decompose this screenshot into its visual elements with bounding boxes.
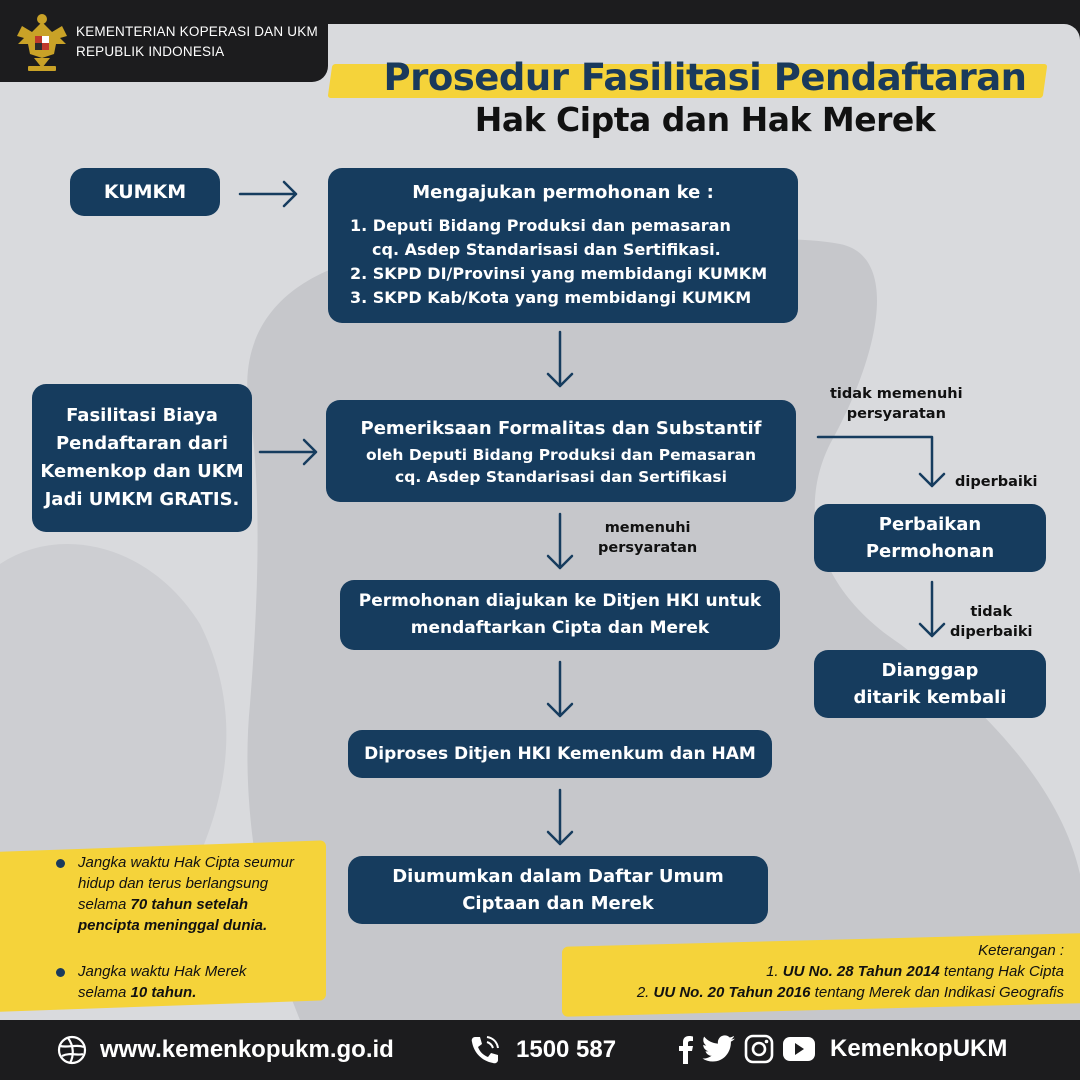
note-hak-merek <box>78 961 246 1003</box>
keterangan-item-2-num: 2. <box>636 984 654 1001</box>
note-hak-cipta-line-1: Jangka waktu Hak Cipta seumur <box>78 854 294 871</box>
arrow-pemeriksaan-to-diajukan <box>548 514 572 568</box>
ministry-name-line1: KEMENTERIAN KOPERASI DAN UKM <box>76 24 318 39</box>
arrow-pemeriksaan-to-perbaikan <box>818 437 944 486</box>
diumumkan-line-1: Diumumkan dalam Daftar Umum <box>392 866 724 887</box>
perbaikan-line-2: Permohonan <box>865 541 995 562</box>
application-item-1-cont: cq. Asdep Standarisasi dan Sertifikasi. <box>372 240 721 259</box>
box-application <box>328 168 798 323</box>
social-handle: KemenkopUKM <box>830 1035 1008 1062</box>
footer-phone[interactable] <box>468 1034 616 1066</box>
label-tidak-memenuhi <box>830 384 963 424</box>
box-diproses <box>348 730 772 778</box>
box-diumumkan <box>348 856 768 924</box>
label-tidak-diperbaiki-line-1: tidak <box>970 604 1013 620</box>
note-hak-cipta <box>78 852 294 936</box>
fasilitasi-line-3: Kemenkop dan UKM <box>40 461 244 482</box>
footer-social <box>678 1034 1007 1064</box>
box-perbaikan <box>814 504 1046 572</box>
keterangan-title: Keterangan : <box>978 942 1064 959</box>
application-item-1: 1. Deputi Bidang Produksi dan pemasaran <box>350 216 731 235</box>
keterangan-item-1-law: UU No. 28 Tahun 2014 <box>782 963 940 980</box>
phone-number: 1500 587 <box>516 1036 617 1063</box>
keterangan-item-1-num: 1. <box>766 963 783 980</box>
page-subtitle: Hak Cipta dan Hak Merek <box>474 100 936 139</box>
instagram-icon[interactable] <box>744 1034 774 1064</box>
footer <box>0 1020 1080 1080</box>
arrow-perbaikan-to-dianggap <box>920 582 944 636</box>
box-dianggap <box>814 650 1046 718</box>
footer-website[interactable] <box>56 1034 394 1066</box>
note-hak-merek-line-1: Jangka waktu Hak Merek <box>78 963 247 980</box>
box-kumkm-label: KUMKM <box>103 181 187 203</box>
pemeriksaan-heading: Pemeriksaan Formalitas dan Substantif <box>360 418 762 439</box>
globe-icon <box>56 1034 88 1066</box>
label-diperbaiki: diperbaiki <box>955 474 1038 490</box>
note-bullet-2 <box>56 968 65 977</box>
page-title: Prosedur Fasilitasi Pendaftaran <box>383 56 1027 99</box>
arrow-application-to-pemeriksaan <box>548 332 572 386</box>
note-bullet-1 <box>56 859 65 868</box>
phone-icon <box>468 1034 502 1066</box>
application-item-3: 3. SKPD Kab/Kota yang membidangi KUMKM <box>350 288 752 307</box>
arrow-diproses-to-diumumkan <box>548 790 572 844</box>
label-tidak-memenuhi-line-2: persyaratan <box>846 406 946 422</box>
box-kumkm <box>70 168 220 216</box>
label-tidak-diperbaiki <box>950 602 1032 642</box>
note-hak-cipta-line-3: selama <box>78 896 131 913</box>
keterangan-item-2-law: UU No. 20 Tahun 2016 <box>653 984 811 1001</box>
arrow-diajukan-to-diproses <box>548 662 572 716</box>
website-url: www.kemenkopukm.go.id <box>100 1036 394 1063</box>
label-tidak-memenuhi-line-1: tidak memenuhi <box>830 386 963 402</box>
fasilitasi-line-2: Pendaftaran dari <box>55 433 228 454</box>
diumumkan-line-2: Ciptaan dan Merek <box>462 893 654 914</box>
arrow-fasilitasi-to-pemeriksaan <box>260 440 316 464</box>
application-item-2: 2. SKPD DI/Provinsi yang membidangi KUMKM <box>350 264 768 283</box>
note-hak-cipta-line-2: hidup dan terus berlangsung <box>78 875 269 892</box>
perbaikan-line-1: Perbaikan <box>878 514 982 535</box>
box-diajukan <box>340 580 780 650</box>
diajukan-line-1: Permohonan diajukan ke Ditjen HKI untuk <box>358 591 762 611</box>
facebook-icon[interactable] <box>678 1034 694 1064</box>
label-memenuhi-line-2: persyaratan <box>598 540 698 556</box>
note-hak-merek-line-2: selama <box>78 984 131 1001</box>
note-hak-merek-duration: 10 tahun. <box>130 984 197 1001</box>
arrow-kumkm-to-application <box>240 182 296 206</box>
ministry-name-line2: REPUBLIK INDONESIA <box>76 44 225 59</box>
pemeriksaan-line-1: oleh Deputi Bidang Produksi dan Pemasaran <box>365 446 757 464</box>
label-memenuhi-line-1: memenuhi <box>604 520 691 536</box>
pemeriksaan-line-2: cq. Asdep Standarisasi dan Sertifikasi <box>395 468 727 486</box>
dianggap-line-2: ditarik kembali <box>853 687 1007 708</box>
keterangan <box>562 940 1064 1003</box>
note-hak-cipta-duration: 70 tahun setelah <box>130 896 249 913</box>
note-hak-cipta-line-4: pencipta meninggal dunia. <box>78 917 268 934</box>
diajukan-line-2: mendaftarkan Cipta dan Merek <box>410 618 710 638</box>
box-application-heading: Mengajukan permohonan ke : <box>412 182 714 203</box>
fasilitasi-line-1: Fasilitasi Biaya <box>66 405 218 426</box>
label-memenuhi <box>598 518 697 558</box>
label-tidak-diperbaiki-line-2: diperbaiki <box>950 624 1033 640</box>
twitter-icon[interactable] <box>702 1035 736 1063</box>
diproses-label: Diproses Ditjen HKI Kemenkum dan HAM <box>364 744 756 764</box>
box-fasilitasi <box>32 384 252 532</box>
keterangan-item-2-desc: tentang Merek dan Indikasi Geografis <box>810 984 1064 1001</box>
dianggap-line-1: Dianggap <box>881 660 979 681</box>
keterangan-item-1-desc: tentang Hak Cipta <box>939 963 1064 980</box>
box-pemeriksaan <box>326 400 796 502</box>
youtube-icon[interactable] <box>782 1036 816 1062</box>
fasilitasi-line-4: Jadi UMKM GRATIS. <box>44 489 240 510</box>
